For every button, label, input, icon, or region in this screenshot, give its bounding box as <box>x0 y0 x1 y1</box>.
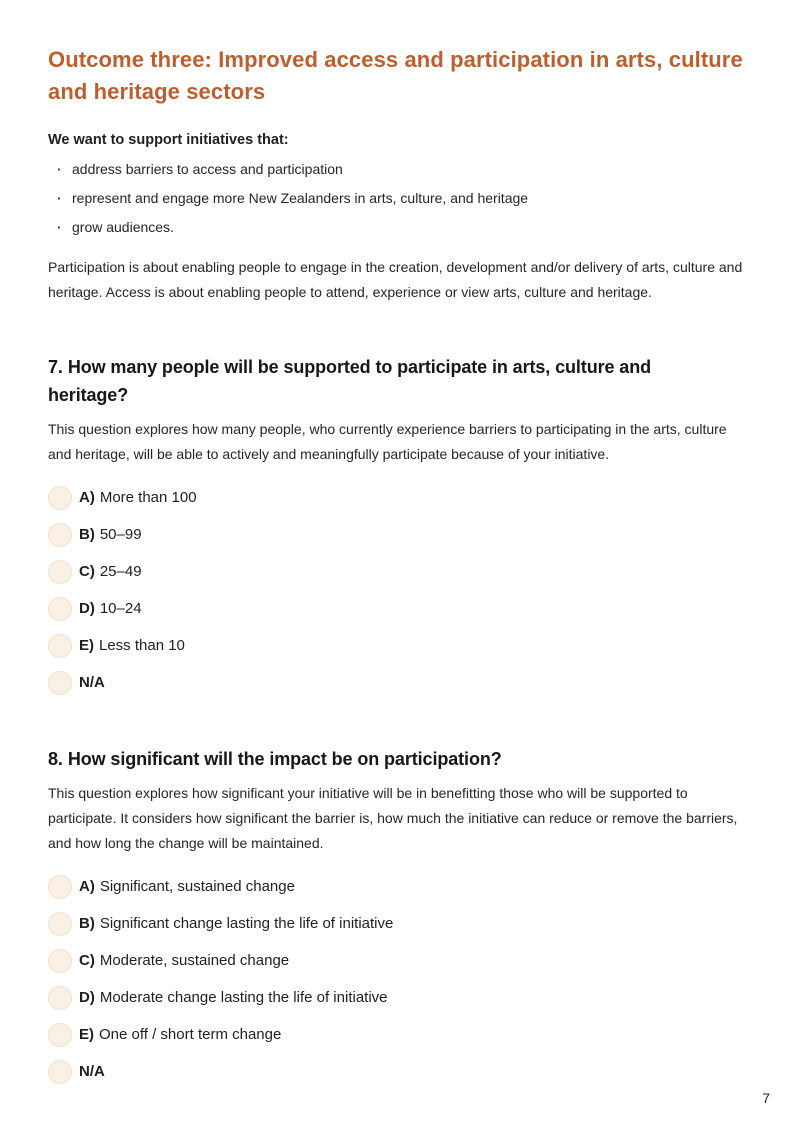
radio-button[interactable] <box>48 912 72 936</box>
question-8-options <box>48 868 748 1090</box>
question-7-section <box>48 353 748 701</box>
list-item <box>48 184 748 213</box>
radio-option-row[interactable] <box>48 516 748 553</box>
intro-lead: We want to support initiatives that: <box>48 132 289 148</box>
radio-button[interactable] <box>48 560 72 584</box>
option-label: C) Moderate, sustained change <box>79 952 290 969</box>
radio-button[interactable] <box>48 1060 72 1084</box>
bullet-text: address barriers to access and participation <box>72 161 343 177</box>
question-title-text: How many people will be supported to participate in arts, culture and heritage? <box>48 357 652 405</box>
bullet-dot-icon <box>48 213 72 242</box>
radio-button[interactable] <box>48 986 72 1010</box>
radio-button[interactable] <box>48 597 72 621</box>
question-8-title <box>48 745 708 773</box>
radio-option-row[interactable] <box>48 590 748 627</box>
option-label: N/A <box>79 674 105 691</box>
radio-button[interactable] <box>48 949 72 973</box>
question-8-section <box>48 745 748 1090</box>
option-label: E) One off / short term change <box>79 1026 282 1043</box>
question-7-title <box>48 353 708 409</box>
question-7-options <box>48 479 748 701</box>
option-label: A) More than 100 <box>79 489 197 506</box>
question-number: 7. <box>48 357 63 377</box>
radio-option-row[interactable] <box>48 479 748 516</box>
option-label: D) Moderate change lasting the life of initiative <box>79 989 388 1006</box>
list-item <box>48 213 748 242</box>
question-7-description: This question explores how many people, who currently experience barriers to participating in the arts, culture and heritage, will be able to actively and meaningfully participate because of your initiative. <box>48 421 727 462</box>
radio-button[interactable] <box>48 523 72 547</box>
radio-button[interactable] <box>48 671 72 695</box>
radio-button[interactable] <box>48 875 72 899</box>
bullet-dot-icon <box>48 184 72 213</box>
radio-option-row[interactable] <box>48 905 748 942</box>
radio-option-row[interactable] <box>48 1016 748 1053</box>
radio-option-row[interactable] <box>48 664 748 701</box>
radio-button[interactable] <box>48 486 72 510</box>
option-label: D) 10–24 <box>79 600 142 617</box>
question-title-text: How significant will the impact be on participation? <box>67 749 502 769</box>
bullet-text: grow audiences. <box>72 219 174 235</box>
option-label: A) Significant, sustained change <box>79 878 295 895</box>
option-label: B) Significant change lasting the life of initiative <box>79 915 394 932</box>
bullet-text: represent and engage more New Zealanders in arts, culture, and heritage <box>72 190 529 206</box>
list-item <box>48 155 748 184</box>
option-label: E) Less than 10 <box>79 637 185 654</box>
option-label: C) 25–49 <box>79 563 142 580</box>
radio-option-row[interactable] <box>48 1053 748 1090</box>
intro-paragraph: Participation is about enabling people to engage in the creation, development and/or delivery of arts, culture and heritage. Access is about enabling people to attend, experience or view arts, culture and heritage. <box>48 259 743 300</box>
bullet-dot-icon <box>48 155 72 184</box>
page-number: 7 <box>762 1090 770 1106</box>
radio-option-row[interactable] <box>48 553 748 590</box>
radio-option-row[interactable] <box>48 627 748 664</box>
radio-button[interactable] <box>48 1023 72 1047</box>
radio-option-row[interactable] <box>48 979 748 1016</box>
radio-button[interactable] <box>48 634 72 658</box>
radio-option-row[interactable] <box>48 942 748 979</box>
page-title: Outcome three: Improved access and participation in arts, culture and heritage sectors <box>48 47 743 104</box>
intro-bullet-list <box>48 155 748 242</box>
option-label: B) 50–99 <box>79 526 142 543</box>
option-label: N/A <box>79 1063 105 1080</box>
question-number: 8. <box>48 749 63 769</box>
question-8-description: This question explores how significant your initiative will be in benefitting those who will be supported to participate. It considers how significant the barrier is, how much the initiative can reduce or remove the barriers, and how long the change will be maintained. <box>48 785 738 851</box>
radio-option-row[interactable] <box>48 868 748 905</box>
